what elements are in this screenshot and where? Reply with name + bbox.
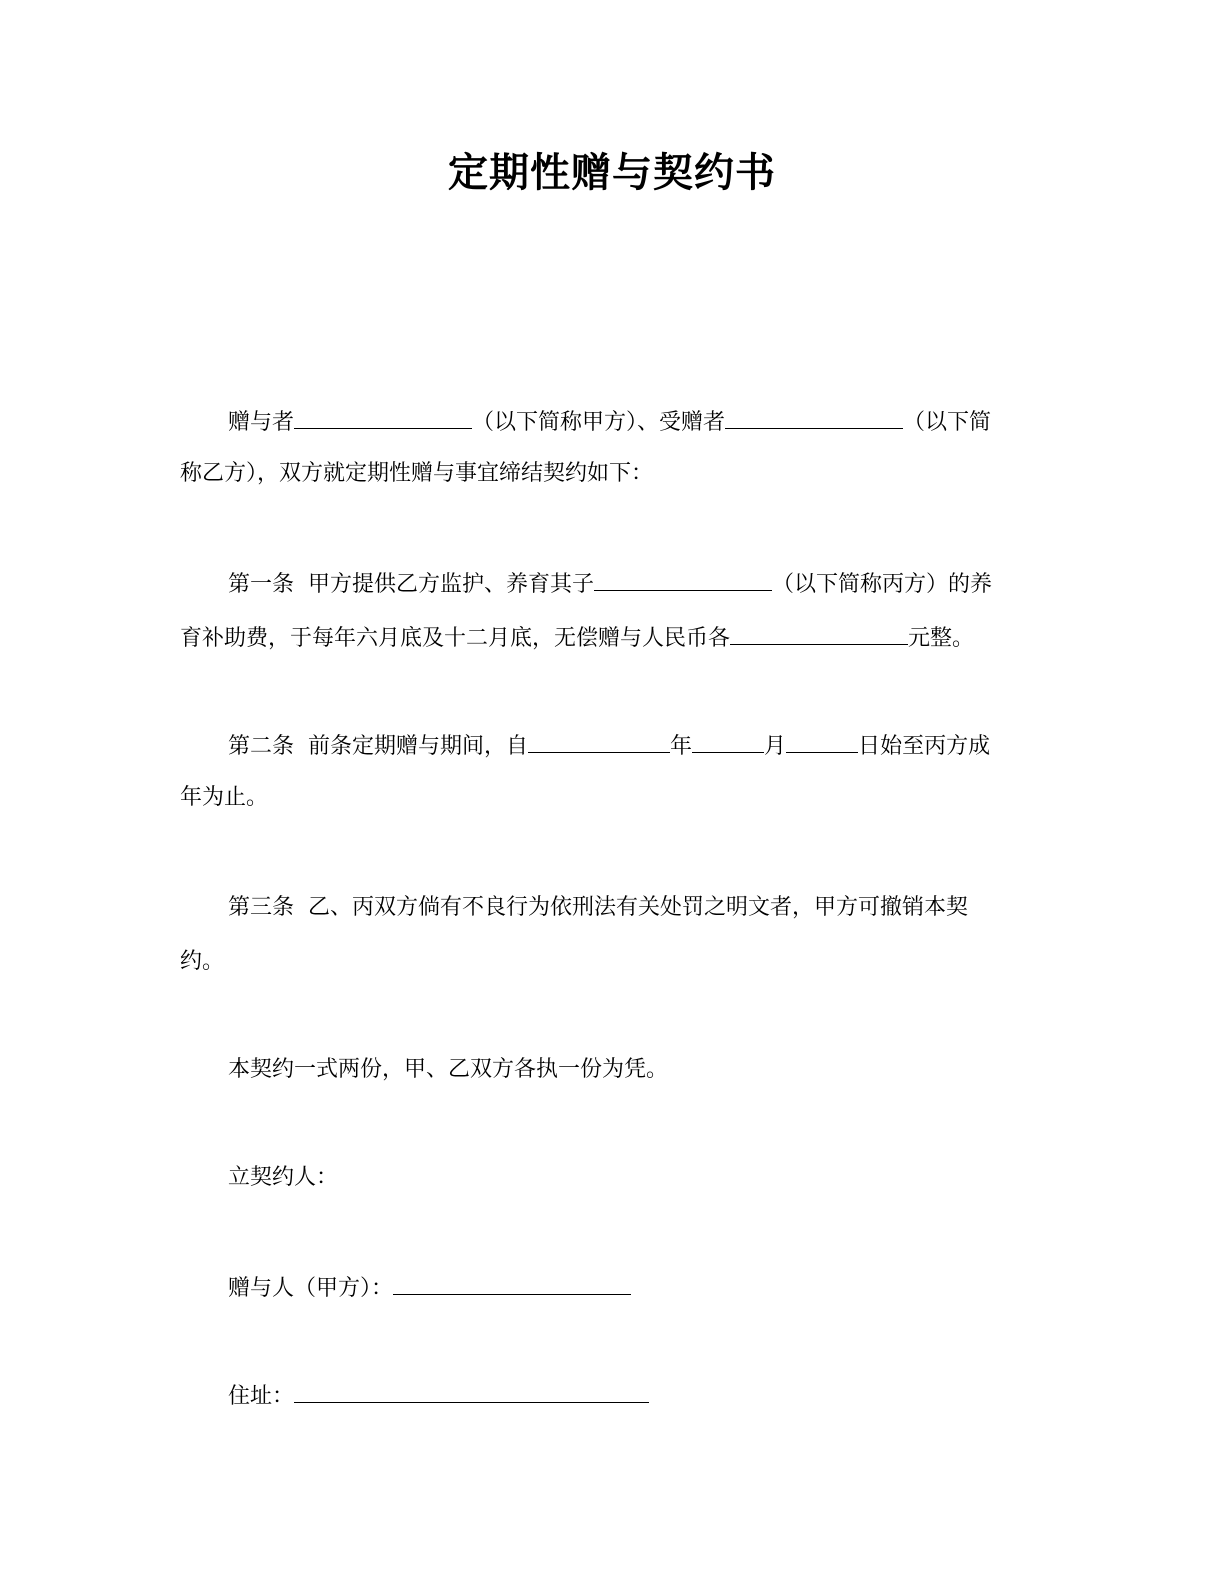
intro-donor-label: 赠与者 bbox=[228, 410, 295, 435]
article-3-line-2: 约。 bbox=[180, 949, 225, 974]
month-label: 月 bbox=[764, 734, 787, 759]
article-1-text-d: 元整。 bbox=[908, 626, 975, 651]
article-3-line-1 bbox=[228, 890, 968, 926]
article-1-line-1 bbox=[228, 564, 992, 600]
copies-clause: 本契约一式两份，甲、乙双方各执一份为凭。 bbox=[228, 1057, 669, 1082]
article-3-text-a: 乙、丙双方倘有不良行为依刑法有关处罚之明文者，甲方可撤销本契 bbox=[308, 895, 969, 920]
article-1-label: 第一条 bbox=[228, 572, 295, 597]
intro-donee-label: （以下简称甲方）、受赠者 bbox=[472, 410, 726, 435]
year-label: 年 bbox=[670, 734, 693, 759]
article-3-label: 第三条 bbox=[228, 895, 295, 920]
donee-name-blank[interactable] bbox=[725, 402, 903, 429]
article-2-label: 第二条 bbox=[228, 734, 295, 759]
intro-line-1 bbox=[228, 402, 991, 438]
article-1-text-c: 育补助费，于每年六月底及十二月底，无偿赠与人民币各 bbox=[180, 626, 731, 651]
signers-heading: 立契约人： bbox=[228, 1165, 339, 1190]
article-1-text-b: （以下简称丙方）的养 bbox=[772, 572, 993, 597]
article-2-line-2: 年为止。 bbox=[180, 785, 269, 810]
article-1-line-2 bbox=[180, 618, 974, 654]
start-day-blank[interactable] bbox=[786, 726, 858, 753]
article-2-line-1 bbox=[228, 726, 990, 762]
amount-blank[interactable] bbox=[730, 618, 908, 645]
article-2-text-b: 日始至丙方成 bbox=[858, 734, 991, 759]
start-month-blank[interactable] bbox=[692, 726, 764, 753]
article-2-text-a: 前条定期赠与期间，自 bbox=[308, 734, 529, 759]
child-name-blank[interactable] bbox=[594, 564, 772, 591]
donor-signature-blank[interactable] bbox=[393, 1268, 631, 1295]
intro-abbrev-label: （以下简 bbox=[903, 410, 992, 435]
intro-line-2: 称乙方），双方就定期性赠与事宜缔结契约如下： bbox=[180, 461, 654, 486]
address-line bbox=[228, 1376, 649, 1412]
donor-label: 赠与人（甲方）： bbox=[228, 1276, 394, 1301]
donor-signature-line bbox=[228, 1268, 631, 1304]
address-blank[interactable] bbox=[294, 1376, 649, 1403]
start-year-blank[interactable] bbox=[528, 726, 670, 753]
address-label: 住址： bbox=[228, 1384, 295, 1409]
donor-name-blank[interactable] bbox=[294, 402, 472, 429]
document-title: 定期性赠与契约书 bbox=[448, 150, 776, 196]
article-1-text-a: 甲方提供乙方监护、养育其子 bbox=[308, 572, 595, 597]
